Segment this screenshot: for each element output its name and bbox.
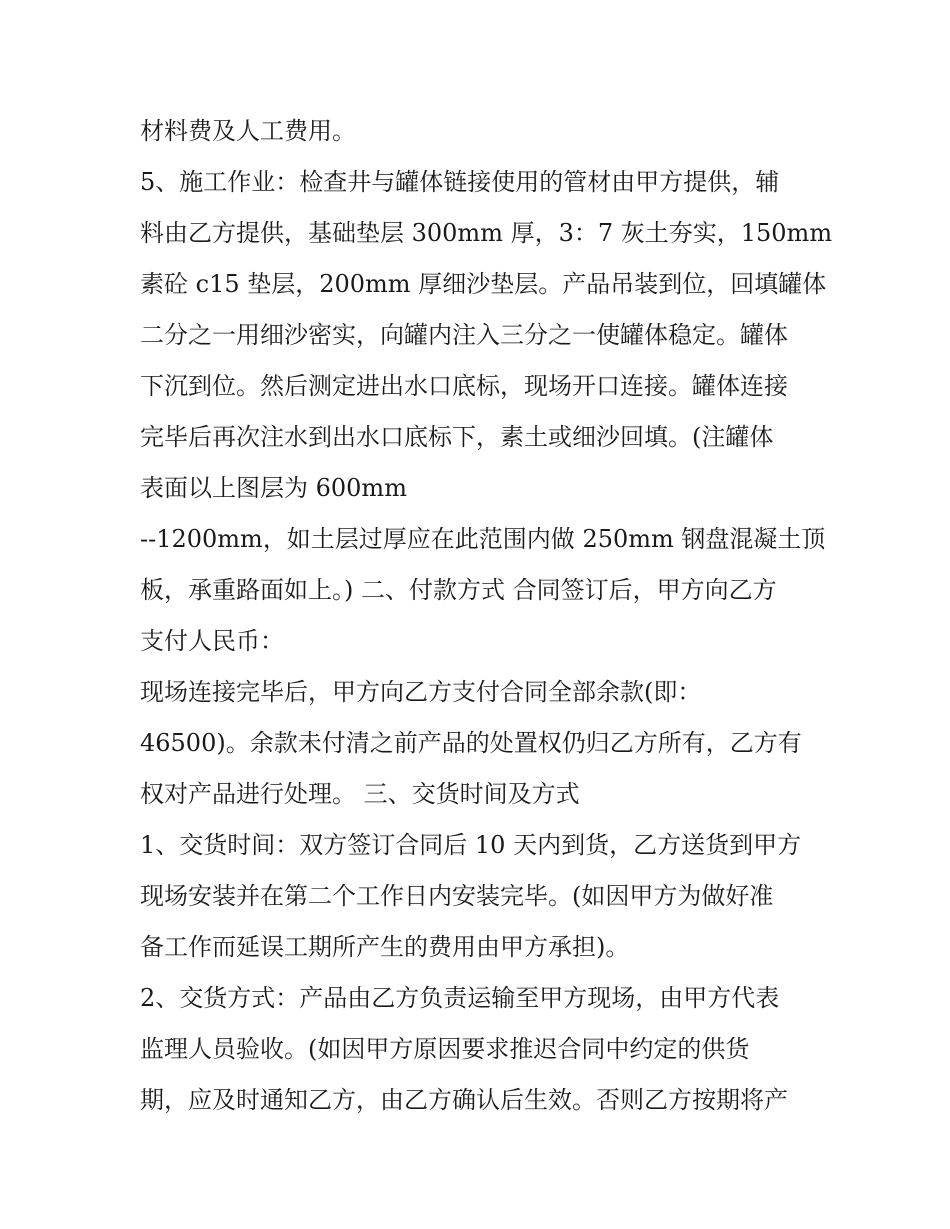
text-line: 1、交货时间：双方签订合同后 10 天内到货，乙方送货到甲方 — [140, 831, 802, 859]
text-line: 支付人民币： — [140, 627, 284, 655]
text-line: 监理人员验收。(如因甲方原因要求推迟合同中约定的供货 — [140, 1035, 750, 1063]
text-line: 板，承重路面如上。) 二、付款方式 合同签订后，甲方向乙方 — [140, 576, 777, 604]
text-line: 2、交货方式：产品由乙方负责运输至甲方现场，由甲方代表 — [140, 984, 780, 1012]
text-line: --1200mm，如土层过厚应在此范围内做 250mm 钢盘混凝土顶 — [140, 525, 826, 553]
text-line: 权对产品进行处理。 三、交货时间及方式 — [140, 780, 580, 808]
text-line: 5、施工作业：检查井与罐体链接使用的管材由甲方提供，辅 — [140, 168, 780, 196]
text-line: 46500)。余款未付清之前产品的处置权仍归乙方所有，乙方有 — [140, 729, 802, 757]
text-line: 表面以上图层为 600mm — [140, 474, 407, 502]
text-line: 完毕后再次注水到出水口底标下，素土或细沙回填。(注罐体 — [140, 423, 774, 451]
text-line: 材料费及人工费用。 — [140, 117, 356, 145]
text-line: 二分之一用细沙密实，向罐内注入三分之一使罐体稳定。罐体 — [140, 321, 788, 349]
text-line: 下沉到位。然后测定进出水口底标，现场开口连接。罐体连接 — [140, 372, 788, 400]
text-line: 期，应及时通知乙方，由乙方确认后生效。否则乙方按期将产 — [140, 1086, 788, 1114]
text-line: 备工作而延误工期所产生的费用由甲方承担)。 — [140, 933, 630, 961]
text-line: 素砼 c15 垫层，200mm 厚细沙垫层。产品吊装到位，回填罐体 — [140, 270, 827, 298]
contract-text-body — [140, 106, 833, 1126]
text-line: 料由乙方提供，基础垫层 300mm 厚，3：7 灰土夯实，150mm — [140, 219, 833, 247]
text-line: 现场连接完毕后，甲方向乙方支付合同全部余款(即： — [140, 678, 702, 706]
text-line: 现场安装并在第二个工作日内安装完毕。(如因甲方为做好准 — [140, 882, 774, 910]
